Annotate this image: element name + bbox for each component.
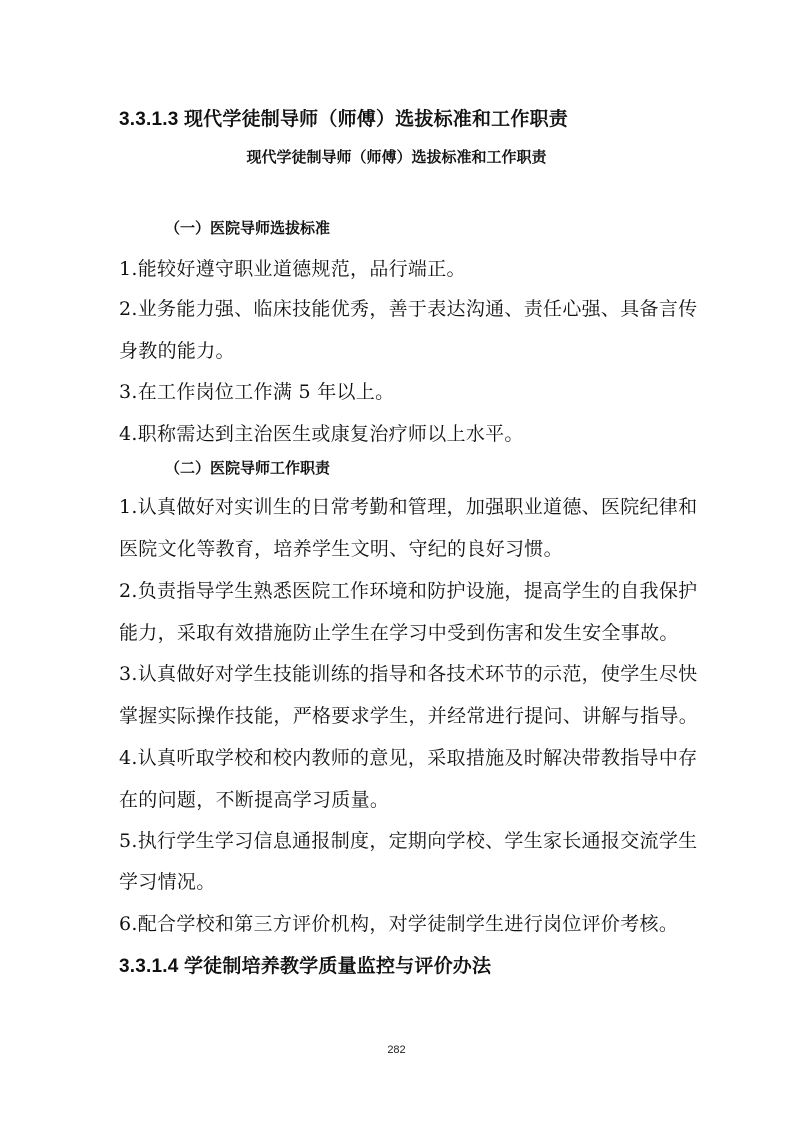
paragraph-line: 身教的能力。 <box>119 340 235 362</box>
paragraph-line: 1.能较好遵守职业道德规范，品行端正。 <box>119 258 466 280</box>
subsection-title-job-duties: （二）医院导师工作职责 <box>165 459 331 477</box>
paragraph-line: 3.认真做好对学生技能训练的指导和各技术环节的示范，使学生尽快 <box>119 663 698 685</box>
paragraph-line: 4.认真听取学校和校内教师的意见，采取措施及时解决带教指导中存 <box>119 747 698 769</box>
paragraph-line: 医院文化等教育，培养学生文明、守纪的良好习惯。 <box>119 538 563 560</box>
paragraph-line: 6.配合学校和第三方评价机构，对学徒制学生进行岗位评价考核。 <box>119 913 679 935</box>
paragraph-line: 2.负责指导学生熟悉医院工作环境和防护设施，提高学生的自我保护 <box>119 580 698 602</box>
subsection-title-selection-criteria: （一）医院导师选拔标准 <box>165 219 331 237</box>
paragraph-line: 能力，采取有效措施防止学生在学习中受到伤害和发生安全事故。 <box>119 622 679 644</box>
page-number: 282 <box>387 1044 406 1056</box>
paragraph-line: 在的问题，不断提高学习质量。 <box>119 789 390 811</box>
paragraph-line: 学习情况。 <box>119 871 216 893</box>
paragraph-line: 5.执行学生学习信息通报制度，定期向学校、学生家长通报交流学生 <box>119 830 698 852</box>
document-subtitle: 现代学徒制导师（师傅）选拔标准和工作职责 <box>246 148 547 166</box>
paragraph-line: 4.职称需达到主治医生或康复治疗师以上水平。 <box>119 423 524 445</box>
section-heading-3-3-1-4: 3.3.1.4 学徒制培养教学质量监控与评价办法 <box>119 956 492 977</box>
paragraph-line: 1.认真做好对实训生的日常考勤和管理，加强职业道德、医院纪律和 <box>119 496 698 518</box>
section-heading-3-3-1-3: 3.3.1.3 现代学徒制导师（师傅）选拔标准和工作职责 <box>119 109 568 130</box>
paragraph-line: 掌握实际操作技能，严格要求学生，并经常进行提问、讲解与指导。 <box>119 705 699 727</box>
paragraph-line: 3.在工作岗位工作满 5 年以上。 <box>119 381 395 403</box>
paragraph-line: 2.业务能力强、临床技能优秀，善于表达沟通、责任心强、具备言传 <box>119 298 698 320</box>
